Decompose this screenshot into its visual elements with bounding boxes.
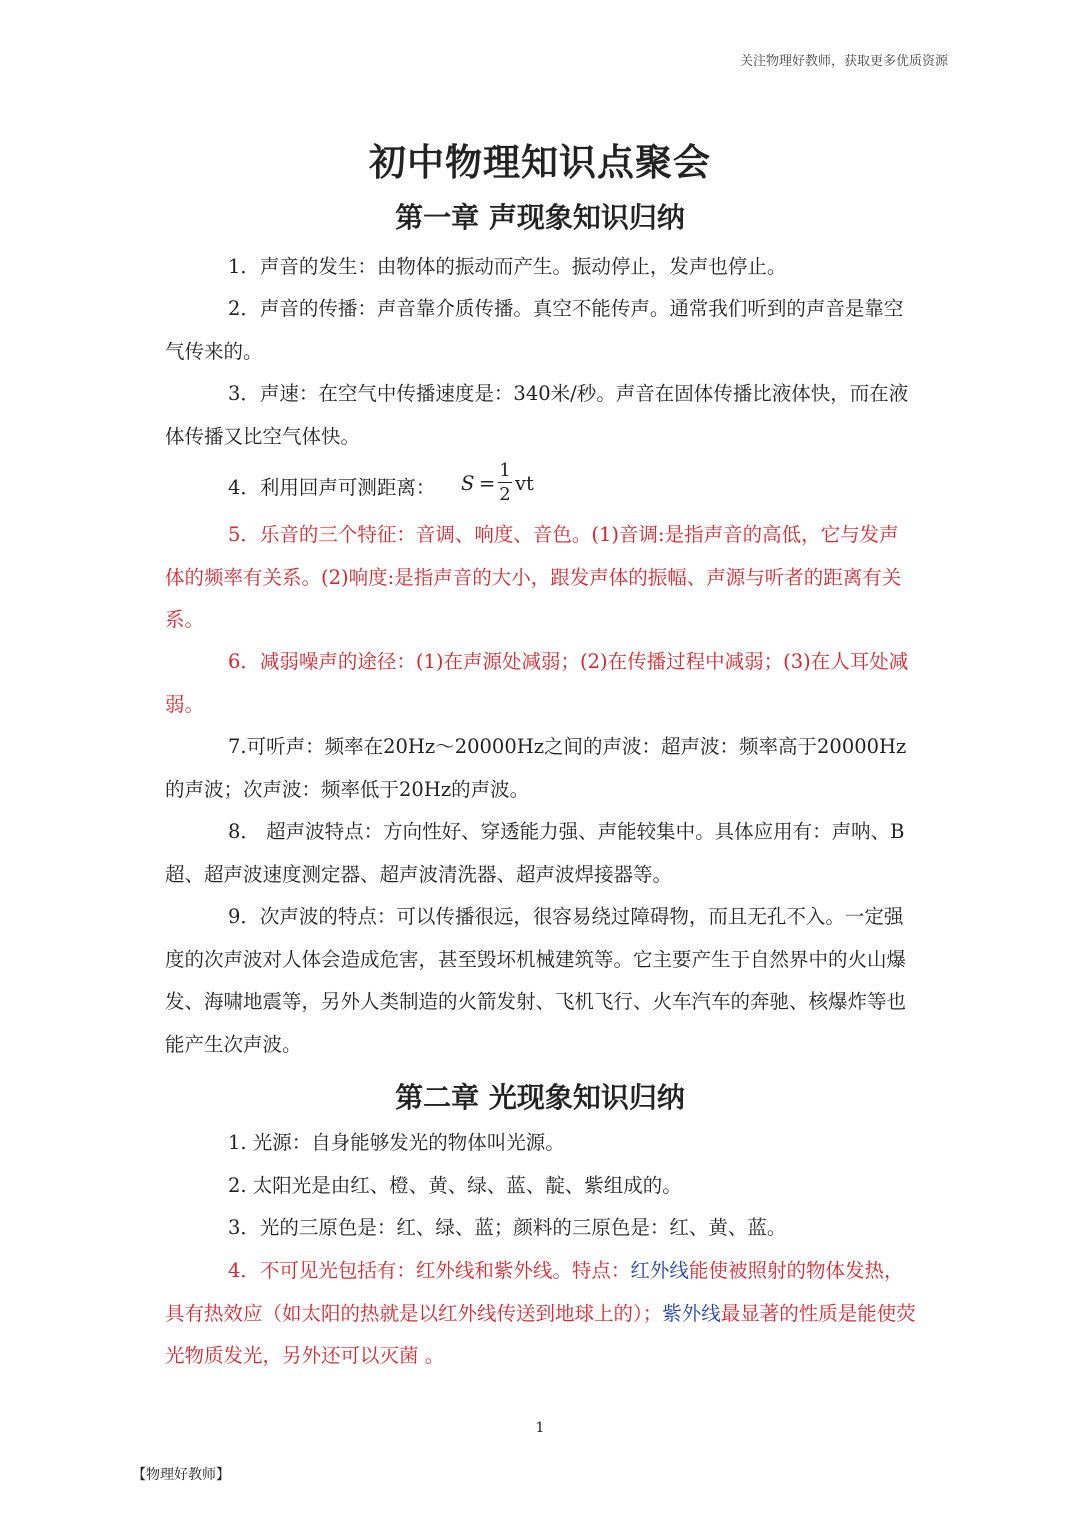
formula-fraction [498, 460, 512, 507]
document-title: 初中物理知识点聚会 [369, 140, 711, 184]
fraction-numerator: 1 [499, 460, 511, 481]
ch2-item-4 [165, 1250, 917, 1378]
ch2-item-4-part3: 最显著的性质是能使荧光物质发光，另外还可以灭菌 。 [165, 1301, 916, 1367]
ch1-item-5: 5．乐音的三个特征：音调、响度、音色。(1)音调:是指声音的高低，它与发声体的频率有关系。(2)响度:是指声音的大小，跟发声体的振幅、声源与听者的距离有关系。 [165, 523, 902, 631]
ch2-item-1: 1. 光源：自身能够发光的物体叫光源。 [228, 1131, 565, 1154]
ch1-item-1: 1．声音的发生：由物体的振动而产生。振动停止，发声也停止。 [228, 255, 787, 278]
chapter2-heading: 第二章 光现象知识归纳 [395, 1081, 685, 1114]
header-note: 关注物理好教师，获取更多优质资源 [739, 54, 948, 69]
ch1-item-9: 9．次声波的特点：可以传播很远，很容易绕过障碍物，而且无孔不入。一定强度的次声波对人体会造成危害，甚至毁坏机械建筑等。它主要产生于自然界中的火山爆发、海啸地震等，另外人类制造的火箭发射、飞机飞行、火车汽车的奔驰、核爆炸等也能产生次声波。 [165, 905, 907, 1056]
footer-mark: 【物理好教师】 [132, 1467, 230, 1483]
ch2-item-4-part1: 4．不可见光包括有：红外线和紫外线。特点： [228, 1259, 631, 1282]
formula-tail: vt [515, 472, 534, 495]
ch2-item-2: 2. 太阳光是由红、橙、黄、绿、蓝、靛、紫组成的。 [228, 1174, 682, 1197]
formula-symbol: S [461, 472, 475, 495]
ch2-item-4-part2: 能使被照射的物体发热，具有热效应（如太阳的热就是以红外线传送到地球上的）； [165, 1259, 904, 1325]
ch1-item-3: 3．声速：在空气中传播速度是：340米/秒。声音在固体传播比液体快，而在液体传播又比空气体快。 [165, 382, 909, 448]
page-number: 1 [535, 1420, 545, 1436]
ch1-item-6: 6．减弱噪声的途径：(1)在声源处减弱；(2)在传播过程中减弱；(3)在人耳处减弱。 [165, 650, 909, 716]
ultraviolet-term: 紫外线 [662, 1301, 721, 1325]
ch1-item-7: 7.可听声：频率在20Hz～20000Hz之间的声波：超声波：频率高于20000Hz的声波；次声波：频率低于20Hz的声波。 [165, 735, 907, 801]
ch1-item-8: 8． 超声波特点：方向性好、穿透能力强、声能较集中。具体应用有：声呐、B超、超声波速度测定器、超声波清洗器、超声波焊接器等。 [165, 820, 905, 886]
fraction-denominator: 2 [499, 484, 511, 505]
infrared-term: 红外线 [630, 1259, 689, 1282]
ch2-item-3: 3．光的三原色是：红、绿、蓝；颜料的三原色是：红、黄、蓝。 [228, 1216, 787, 1239]
chapter1-heading: 第一章 声现象知识归纳 [395, 201, 685, 234]
ch1-item-2: 2．声音的传播：声音靠介质传播。真空不能传声。通常我们听到的声音是靠空气传来的。 [165, 297, 904, 363]
ch1-item-4-formula [165, 460, 917, 516]
formula-equals: = [479, 472, 496, 495]
formula-lead: 4．利用回声可测距离： [228, 476, 436, 499]
